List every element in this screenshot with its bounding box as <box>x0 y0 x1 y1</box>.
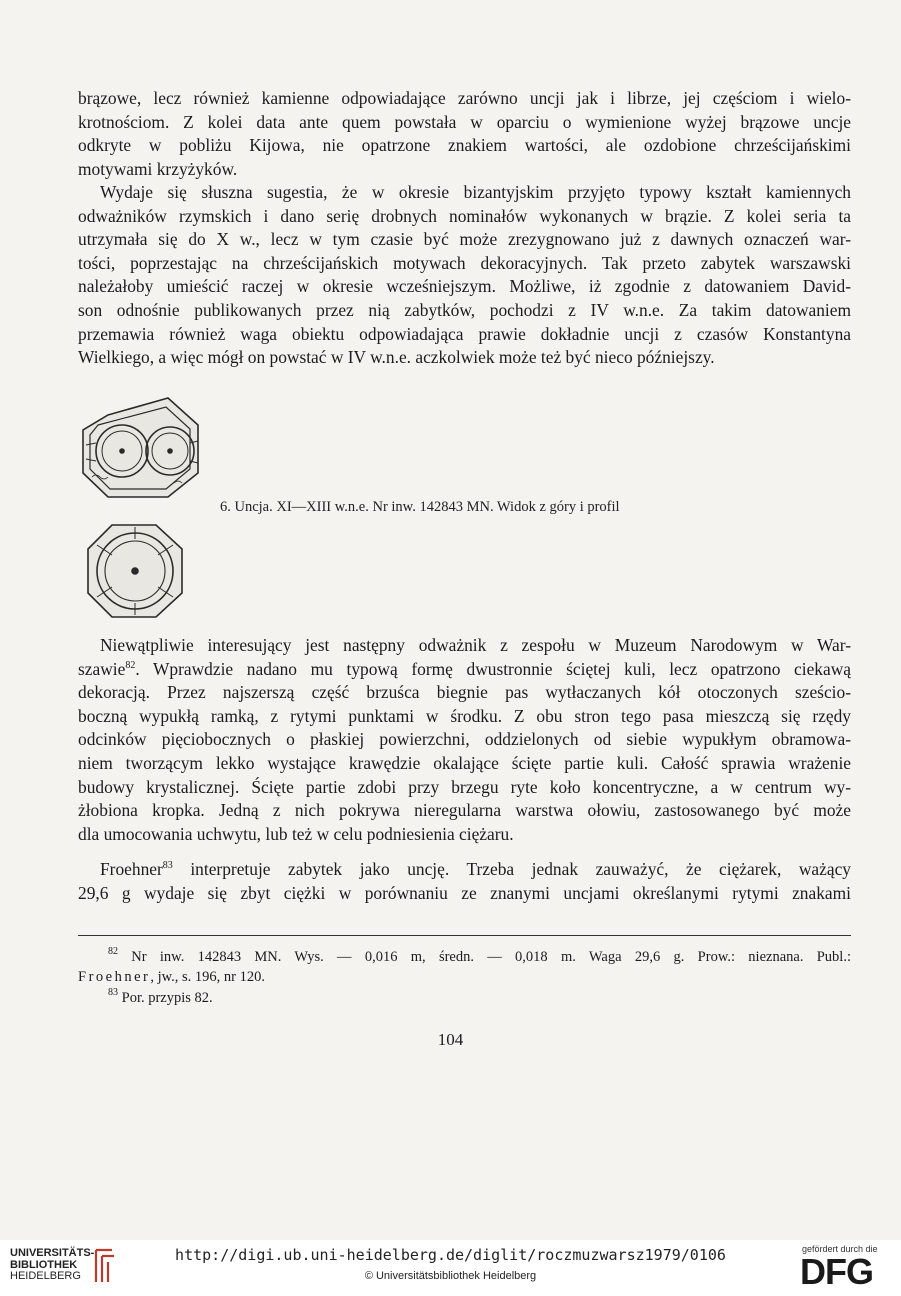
footnote-author: Froehner <box>78 969 151 985</box>
footnote-text: , jw., s. 196, nr 120. <box>150 969 265 985</box>
text-line: 29,6 g wydaje się zbyt ciężki w porównaniu ze znanymi uncjami określanymi rytymi znakami <box>78 882 851 903</box>
viewer-footer <box>0 1240 901 1296</box>
text-line: Niewątpliwie interesujący jest następny odważnik z zespołu w Muzeum Narodowym w War- <box>100 635 851 655</box>
text-line: Wielkiego, a więc mógł on powstać w IV w.n.e. aczkolwiek może też być nieco późniejszy. <box>78 347 715 368</box>
text-line: odkryte w pobliżu Kijowa, nie opatrzone znakiem wartości, ale ozdobione chrześcijańskimi <box>78 135 851 156</box>
paragraph-2 <box>78 181 851 370</box>
text-line <box>78 858 851 882</box>
page-number: 104 <box>437 1030 464 1049</box>
text-line: niem tworzącym lekko wystające krawędzie okalające ścięte partie kuli. Całość sprawia wrażenie <box>78 752 851 773</box>
text-line: dekoracją. Przez najszerszą część brzuśca biegnie pas wytłaczanych kół otoczonych sześcio- <box>78 682 851 703</box>
text-fragment: interpretuje zabytek jako uncję. Trzeba jednak zauważyć, że ciężarek, ważący <box>172 859 851 879</box>
text-fragment: szawie <box>78 658 126 679</box>
text-line: brązowe, lecz również kamienne odpowiadające zarówno uncji jak i librze, jej częściom i wielo- <box>78 88 851 108</box>
paragraph-3 <box>78 634 851 846</box>
footnote-text: Nr inw. 142843 MN. Wys. — 0,016 m, średn. — 0,018 m. Waga 29,6 g. Prow.: nieznana. Publ.: <box>118 949 851 965</box>
footnote-number: 83 <box>108 987 118 998</box>
dfg-logo[interactable]: DFG <box>800 1251 873 1292</box>
text-line: boczną wypukłą ramką, z rytymi punktami w środku. Z obu stron tego pasa mieszczą się rzędy <box>78 705 851 726</box>
text-line: odcinków pięciobocznych o płaskiej powierzchni, oddzielonych od siebie wypukłym obramowa- <box>78 729 851 750</box>
text-line: żłobiona kropka. Jedną z nich pokrywa nieregularna warstwa ołowiu, zastosowanego być może <box>78 800 851 821</box>
library-line: HEIDELBERG <box>10 1270 81 1282</box>
text-line: motywami krzyżyków. <box>78 158 238 179</box>
footnote-divider <box>78 935 851 936</box>
text-fragment: Froehner <box>100 859 163 879</box>
footnote-83 <box>78 988 851 1008</box>
text-line: odważników rzymskich i dano serię drobnych nominałów wykonanych w brązie. Z kolei seria ta <box>78 205 851 226</box>
footnote-line <box>78 947 851 967</box>
text-line <box>78 658 851 682</box>
footnote-ref-82: 82 <box>125 659 136 671</box>
footnote-82 <box>78 947 851 987</box>
text-line: utrzymała się do X w., lecz w tym czasie być może zrezygnowano już z dawnych oznaczeń war- <box>78 229 851 250</box>
footnote-ref-83: 83 <box>162 860 173 871</box>
text-line: krotnościom. Z kolei data ante quem powstała w oparciu o wymienione wyżej brązowe uncje <box>78 111 851 132</box>
text-line: przemawia również waga obiektu odpowiadająca prawie dokładnie uncji z czasów Konstantyna <box>78 323 851 344</box>
text-line: budowy krystalicznej. Ścięte partie zdobi przy brzegu ryte koło koncentryczne, a w centrum wy- <box>78 776 851 797</box>
text-line: należałoby umieścić raczej w okresie wcześniejszym. Możliwe, iż zgodnie z datowaniem David- <box>78 276 851 297</box>
weight-top-view-drawing <box>83 398 198 497</box>
text-fragment: . Wprawdzie nadano mu typową formę dwustronnie ściętej kuli, lecz opatrzono ciekawą <box>135 658 851 679</box>
text-line: tości, poprzestając na chrześcijańskich motywach dekoracyjnych. Tak przeto zabytek warszawski <box>78 252 851 273</box>
text-line: Wydaje się słuszna sugestia, że w okresie bizantyjskim przyjęto typowy kształt kamiennych <box>100 182 851 202</box>
source-url-link[interactable]: http://digi.ub.uni-heidelberg.de/diglit/roczmuzwarsz1979/0106 <box>175 1246 726 1264</box>
footnote-text: Por. przypis 82. <box>118 990 213 1006</box>
paragraph-1 <box>78 87 851 181</box>
weight-profile-drawing <box>88 525 182 617</box>
library-line: BIBLIOTHEK <box>10 1258 78 1271</box>
footnote-line <box>78 967 851 987</box>
text-line: dla umocowania uchwytu, lub też w celu podniesienia ciężaru. <box>78 823 514 844</box>
dfg-tagline: gefördert durch die <box>802 1244 878 1254</box>
paragraph-4 <box>78 858 851 905</box>
footnote-line <box>78 988 851 1008</box>
footnote-number: 82 <box>108 946 118 957</box>
figure-caption: 6. Uncja. XI—XIII w.n.e. Nr inw. 142843 MN. Widok z góry i profil <box>220 499 620 515</box>
library-line: UNIVERSITÄTS- <box>10 1247 95 1259</box>
copyright-notice: © Universitätsbibliothek Heidelberg <box>364 1270 537 1282</box>
text-line: son odnośnie publikowanych przez nią zabytków, pochodzi z IV w.n.e. Za takim datowaniem <box>78 299 851 320</box>
